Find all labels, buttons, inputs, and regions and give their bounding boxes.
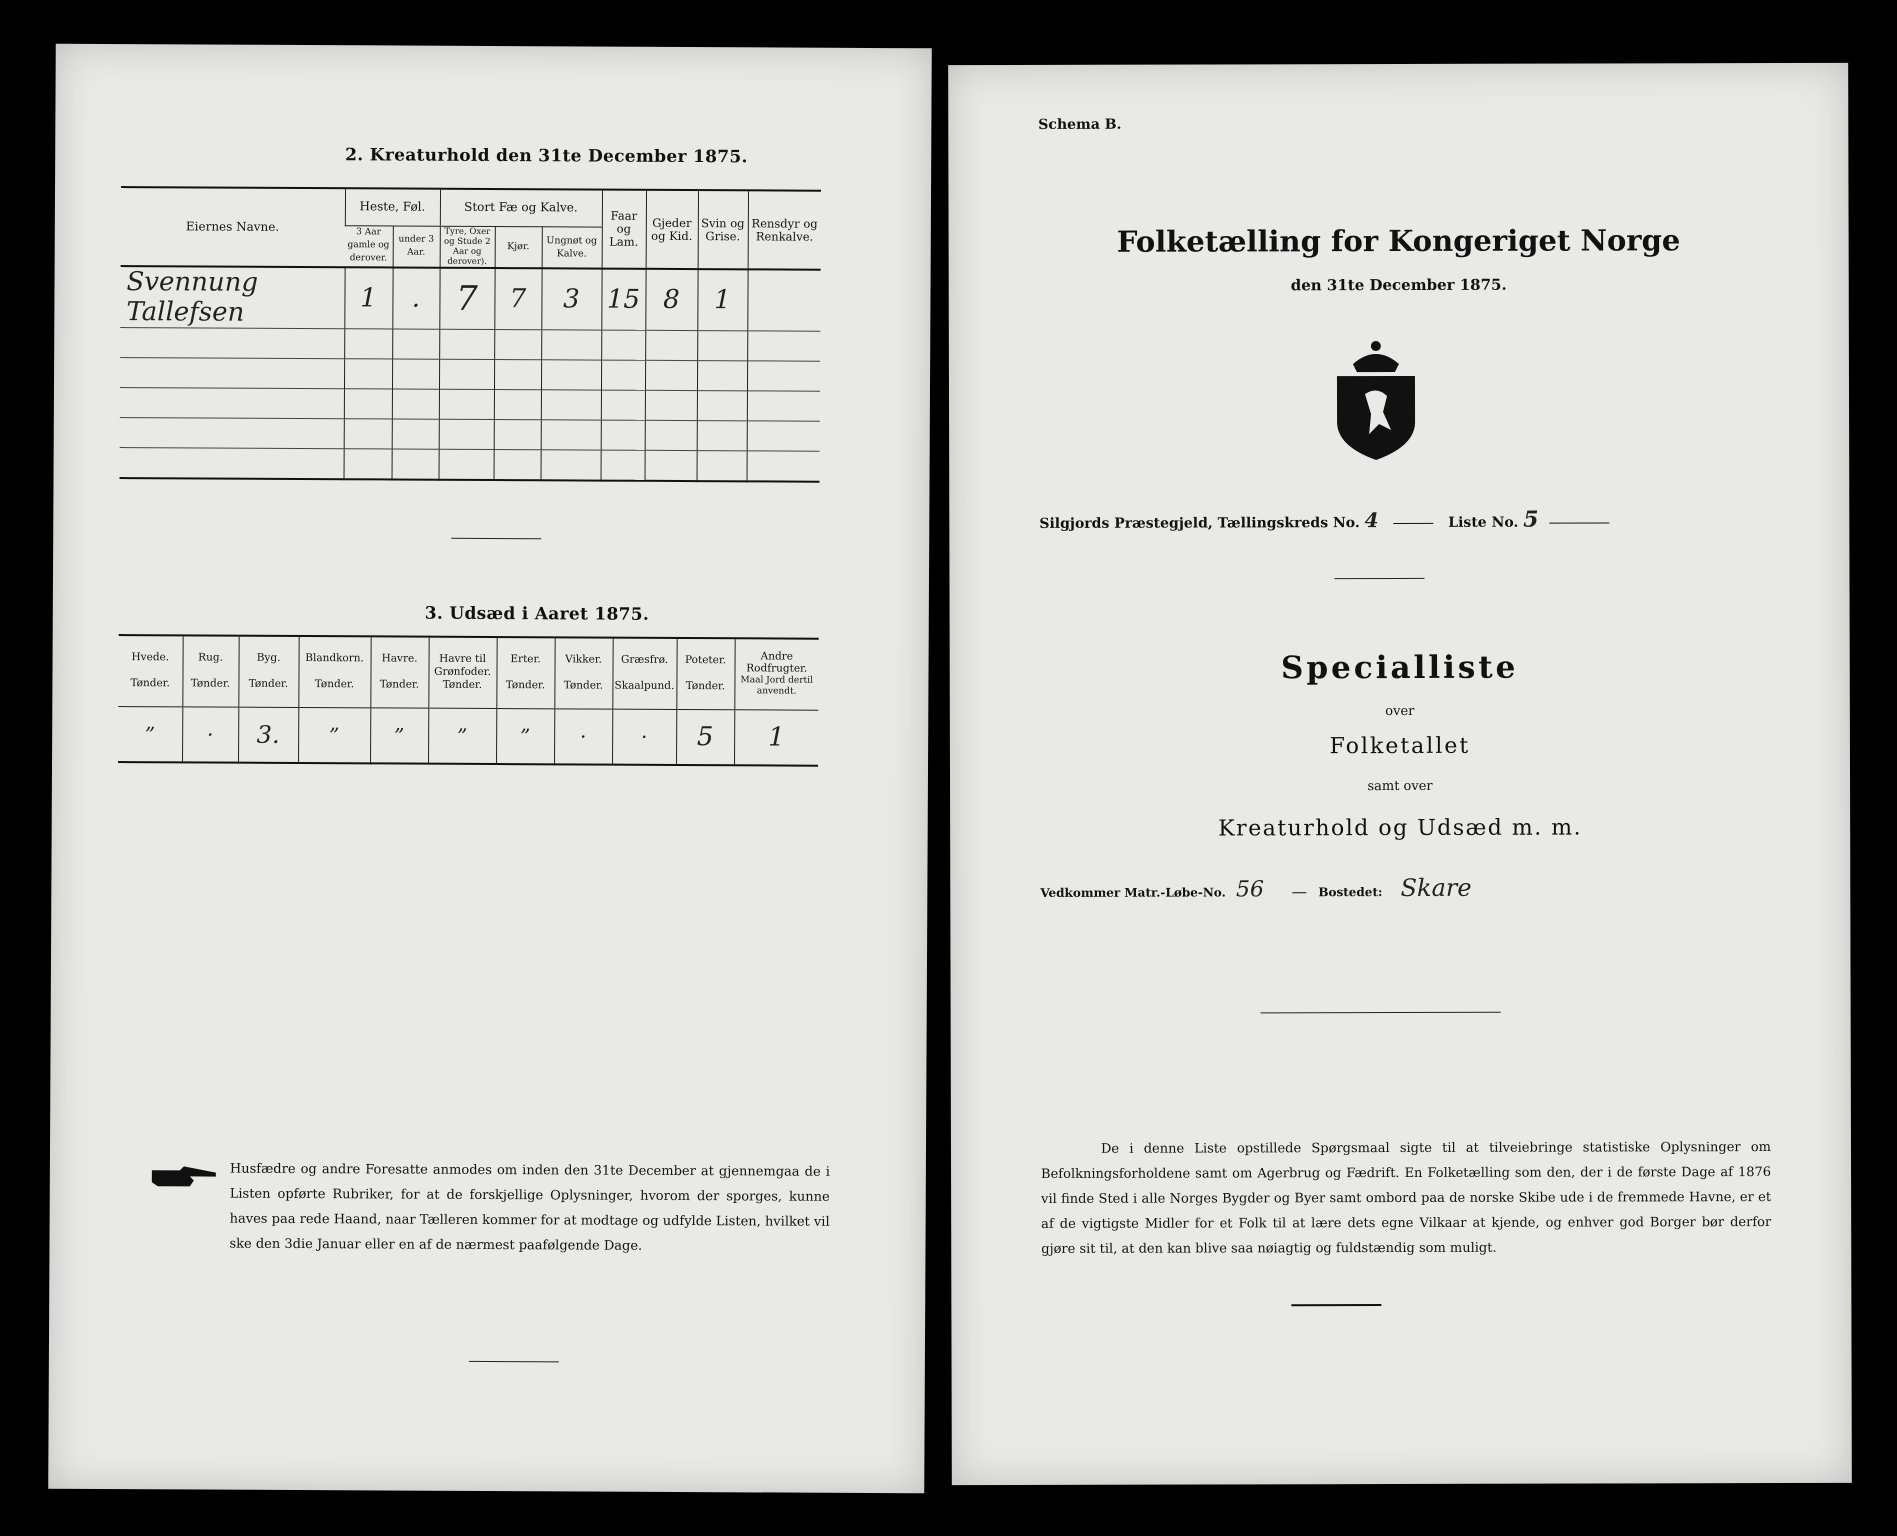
- bottom-separator: [1291, 1304, 1381, 1306]
- value-kjor: 7: [494, 268, 541, 330]
- schema-label: Schema B.: [1038, 116, 1122, 133]
- samt-over-text: samt over: [1367, 778, 1433, 795]
- group-stort-fae: Stort Fæ og Kalve.: [440, 190, 602, 227]
- over-text: over: [1385, 703, 1415, 720]
- sow-value-havre: ”: [370, 707, 428, 763]
- separator-long: [1261, 1012, 1501, 1014]
- col-faar: Faar og Lam.: [602, 191, 646, 269]
- group-heste: Heste, Føl.: [345, 189, 440, 225]
- separator: [451, 538, 541, 539]
- specialliste-heading: Specialliste: [1280, 649, 1519, 687]
- pointing-hand-icon: [150, 1162, 220, 1192]
- kreaturhold-heading: Kreaturhold og Udsæd m. m.: [1218, 815, 1583, 842]
- location-prefix: Silgjords Præstegjeld, Tællingskreds No.: [1039, 515, 1360, 532]
- value-gjeder: 8: [645, 269, 697, 331]
- table-row: [120, 328, 820, 362]
- col-gjeder: Gjeder og Kid.: [646, 191, 698, 269]
- main-title: Folketælling for Kongeriget Norge: [1116, 223, 1681, 259]
- livestock-table: [120, 188, 822, 482]
- kreds-number: 4: [1364, 508, 1379, 533]
- matr-number: 56: [1235, 877, 1264, 903]
- table-row: [120, 418, 820, 452]
- col-heste-under3: under 3 Aar.: [393, 225, 440, 267]
- left-page: [48, 44, 932, 1494]
- location-line: [1039, 506, 1609, 533]
- right-page: [948, 63, 1852, 1485]
- col-heste-3aar: 3 Aar gamle og derover.: [347, 227, 390, 264]
- value-faar: 15: [601, 269, 645, 331]
- col-kjor: Kjør.: [495, 226, 542, 268]
- bottom-separator: [469, 1361, 559, 1362]
- value-rensdyr: [747, 269, 820, 331]
- folketallet-heading: Folketallet: [1329, 733, 1471, 760]
- value-heste-under3: .: [392, 267, 439, 329]
- sow-col-blandkorn: Blandkorn. Tønder.: [298, 637, 370, 707]
- sow-col-havre: Havre. Tønder.: [370, 637, 428, 707]
- table-row: [120, 358, 820, 392]
- matr-label: Vedkommer Matr.-Løbe-No.: [1040, 885, 1226, 900]
- sow-col-byg: Byg. Tønder.: [238, 637, 298, 707]
- table-row: [120, 388, 820, 422]
- sow-value-poteter: 5: [676, 709, 734, 765]
- notice-text: Husfædre og andre Foresatte anmodes om inden den 31te December at gjennemgaa de i Listen opførte Rubriker, for at de forskjellige Oplysninger, hvorom der sporges, kunne haves paa rede Haand, naar Tælleren kommer for at modtage og udfylde Listen, hvilket vil ske den 3die Januar eller en af de nærmest paafølgende Dage.: [229, 1161, 830, 1254]
- value-svin: 1: [697, 269, 747, 331]
- footnote-text: De i denne Liste opstillede Spørgsmaal sigte til at tilveiebringe statistiske Oplysninger om Befolkningsforholdene samt om Agerbrug og Fædrift. En Folketælling som den, der i de første Dage af 1876 vil finde Sted i alle Norges Bygder og Byer samt ombord paa de norske Skibe ude i de fremmede Havne, er et af de vigtigste Midler for et Folk til at lære dets egne Vilkaar at kjende, og enhver god Borger bør derfor gjøre sit til, at den kan blive saa nøiagtig og fuldstændig som muligt.: [1041, 1140, 1772, 1257]
- col-rensdyr: Rensdyr og Renkalve.: [748, 191, 821, 269]
- section3-title: 3. Udsæd i Aaret 1875.: [424, 603, 650, 625]
- sow-col-gronfoder: Havre til Grønfoder. Tønder.: [428, 638, 496, 708]
- sow-value-vikker: ·: [554, 708, 612, 764]
- sow-col-vikker: Vikker. Tønder.: [554, 638, 612, 708]
- bostedet-value: Skare: [1400, 873, 1472, 902]
- sow-col-rug: Rug. Tønder.: [182, 636, 238, 706]
- table-row: [118, 706, 818, 766]
- sow-value-andre: 1: [734, 709, 818, 765]
- separator: [1334, 578, 1424, 579]
- sow-col-andre: Andre Rodfrugter. Maal Jord dertil anvendt.: [734, 639, 818, 709]
- matr-line: [1040, 874, 1471, 903]
- value-heste-3aar: 1: [344, 267, 392, 329]
- sow-col-erter: Erter. Tønder.: [496, 638, 554, 708]
- col-svin: Svin og Grise.: [698, 191, 748, 269]
- sow-col-poteter: Poteter. Tønder.: [676, 639, 734, 709]
- sow-value-graesfro: ·: [612, 709, 676, 765]
- owner-header: Eiernes Navne.: [185, 219, 280, 234]
- table-row: [120, 448, 820, 482]
- liste-label: Liste No.: [1448, 514, 1519, 531]
- main-date: den 31te December 1875.: [1290, 275, 1507, 295]
- sow-value-blandkorn: ”: [298, 707, 370, 763]
- table-row: [120, 266, 820, 331]
- col-tyre: Tyre, Oxer og Stude 2 Aar og derover).: [440, 226, 495, 268]
- sow-value-byg: 3.: [238, 707, 298, 763]
- liste-number: 5: [1523, 506, 1539, 533]
- sow-value-rug: ·: [182, 706, 238, 762]
- coat-of-arms-icon: [1321, 334, 1431, 464]
- sow-col-graesfro: Græsfrø. Skaalpund.: [612, 639, 676, 709]
- sow-value-erter: ”: [496, 708, 554, 764]
- value-tyre: 7: [439, 268, 494, 330]
- sowing-table: [118, 636, 819, 767]
- owner-name: Svennung Tallefsen: [126, 267, 259, 328]
- value-ungnot: 3: [541, 268, 601, 330]
- sow-value-gronfoder: ”: [428, 708, 496, 764]
- col-ungnot: Ungnøt og Kalve.: [542, 226, 602, 268]
- bostedet-label: Bostedet:: [1318, 885, 1383, 900]
- section2-title: 2. Kreaturhold den 31te December 1875.: [345, 145, 748, 168]
- sow-value-hvede: ”: [144, 721, 156, 746]
- sow-col-hvede: Hvede. Tønder.: [130, 651, 170, 690]
